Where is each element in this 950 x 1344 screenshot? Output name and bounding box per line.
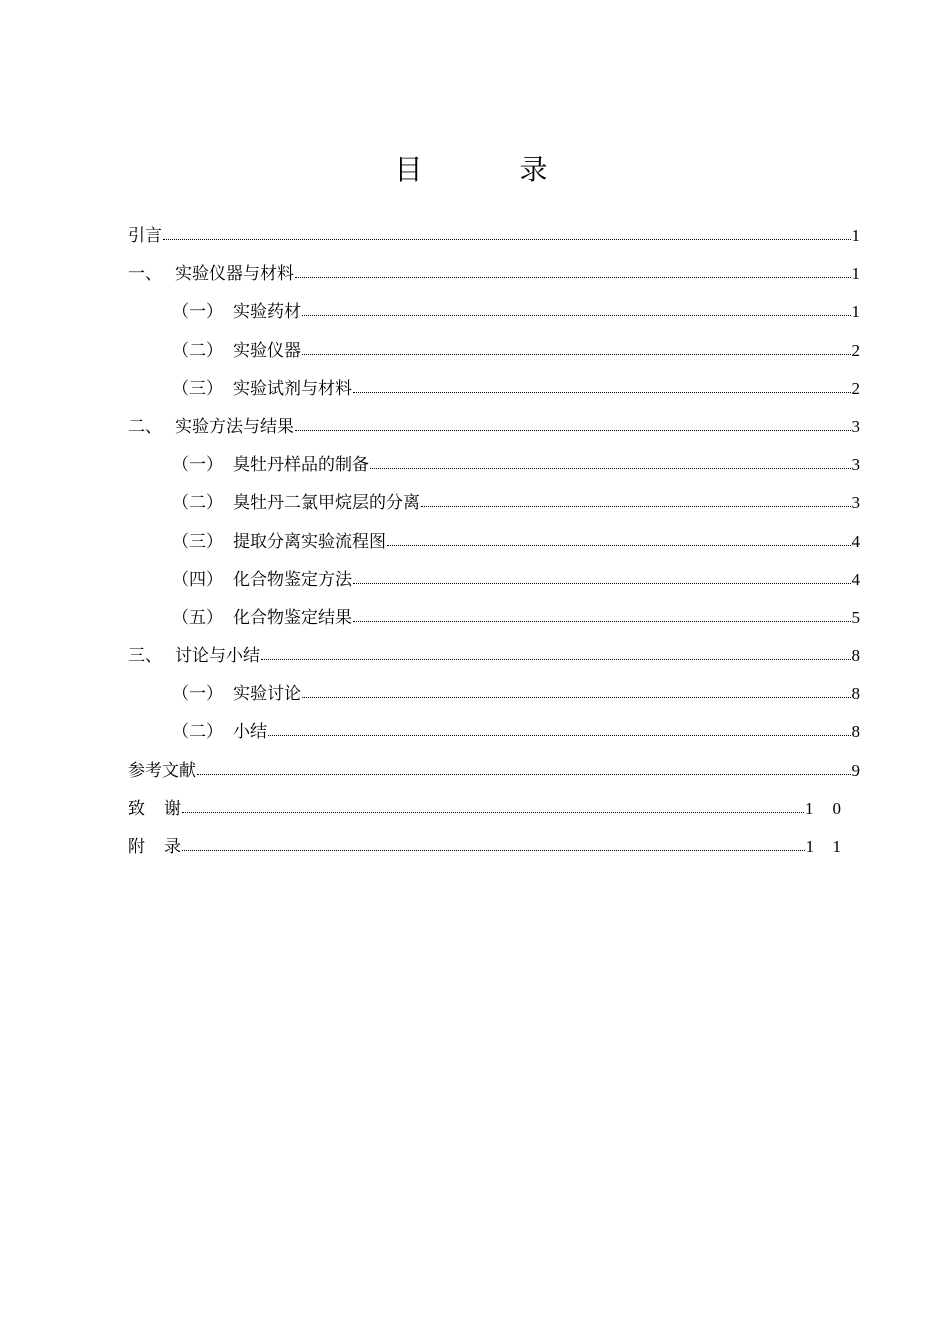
- toc-entry[interactable]: [128, 604, 860, 642]
- toc-entry[interactable]: [128, 642, 860, 680]
- toc-entry-page: 1: [851, 302, 860, 322]
- toc-entry[interactable]: [128, 375, 860, 413]
- toc-entry-number: （四）: [172, 569, 223, 590]
- toc-entry-page: 4: [851, 569, 860, 589]
- toc-entry-number: （一）: [172, 684, 223, 705]
- toc-entry[interactable]: [128, 795, 860, 833]
- toc-entry-number: （二）: [172, 340, 223, 361]
- toc-entry[interactable]: [128, 298, 860, 336]
- toc-entry-label: 参考文献: [128, 760, 196, 781]
- toc-entry-number: （一）: [172, 455, 223, 476]
- toc-entry[interactable]: [128, 413, 860, 451]
- toc-entry[interactable]: [128, 451, 860, 489]
- toc-entry-label: 讨论与小结: [175, 646, 260, 667]
- toc-entry-page: 9: [851, 760, 860, 780]
- dot-leader: [295, 426, 851, 431]
- toc-entry-label: 引言: [128, 226, 162, 246]
- dot-leader: [370, 464, 851, 469]
- toc-entry-label: 小结: [233, 722, 267, 743]
- toc-entry-number: 一、: [128, 264, 162, 285]
- dot-leader: [302, 311, 851, 316]
- toc-entry-label: 附录: [128, 837, 200, 857]
- toc-entry-label: 实验方法与结果: [175, 416, 294, 437]
- dot-leader: [261, 655, 851, 660]
- toc-entry-number: 三、: [128, 646, 162, 667]
- toc-entry[interactable]: [128, 260, 860, 298]
- toc-entry-label: 化合物鉴定方法: [233, 569, 352, 590]
- toc-entry[interactable]: [128, 718, 860, 756]
- toc-entry-page: 4: [851, 531, 860, 551]
- toc-entry[interactable]: [128, 222, 860, 260]
- toc-entry-number: 二、: [128, 416, 162, 437]
- toc-entry-number: （二）: [172, 493, 223, 514]
- toc-entry-page: 3: [851, 455, 860, 475]
- dot-leader: [268, 731, 851, 736]
- toc-entry-number: （一）: [172, 302, 223, 323]
- toc-entry-page: 8: [851, 684, 860, 704]
- toc-entry-page: 5: [851, 607, 860, 627]
- toc-entry-label: 实验讨论: [233, 684, 301, 705]
- dot-leader: [182, 846, 805, 851]
- dot-leader: [421, 502, 851, 507]
- dot-leader: [182, 808, 804, 813]
- toc-entry-page: 8: [851, 722, 860, 742]
- toc-entry-label: 实验仪器与材料: [175, 264, 294, 285]
- toc-entry-number: （三）: [172, 378, 223, 399]
- dot-leader: [302, 693, 851, 698]
- toc-entry-page: 11: [805, 837, 860, 856]
- dot-leader: [295, 273, 851, 278]
- toc-entry[interactable]: [128, 680, 860, 718]
- toc-entry[interactable]: [128, 757, 860, 795]
- toc-entry-label: 提取分离实验流程图: [233, 531, 386, 552]
- toc-entry-number: （二）: [172, 722, 223, 743]
- toc-entry-number: （三）: [172, 531, 223, 552]
- toc-entry[interactable]: [128, 566, 860, 604]
- dot-leader: [353, 579, 851, 584]
- dot-leader: [353, 617, 851, 622]
- toc-entry-label: 臭牡丹样品的制备: [233, 455, 369, 476]
- toc-entry-page: 1: [851, 264, 860, 284]
- toc-entry-page: 1: [851, 226, 860, 245]
- toc-entry-page: 2: [851, 378, 860, 398]
- dot-leader: [163, 235, 851, 240]
- toc-entry-label: 实验仪器: [233, 340, 301, 361]
- toc-entry-page: 10: [805, 798, 860, 818]
- toc-entry-page: 3: [851, 493, 860, 513]
- toc-entry-page: 2: [851, 340, 860, 360]
- toc-entry-label: 化合物鉴定结果: [233, 607, 352, 628]
- toc-entry[interactable]: [128, 489, 860, 527]
- toc-entry-label: 致谢: [128, 798, 200, 819]
- dot-leader: [302, 350, 851, 355]
- toc-entry-number: （五）: [172, 607, 223, 628]
- toc-entry-label: 实验药材: [233, 302, 301, 323]
- dot-leader: [353, 388, 851, 393]
- toc-entry-label: 实验试剂与材料: [233, 378, 352, 399]
- dot-leader: [387, 541, 851, 546]
- toc-list: [128, 222, 860, 871]
- toc-title: 目 录: [394, 153, 592, 186]
- toc-entry[interactable]: [128, 833, 860, 871]
- toc-entry-page: 8: [851, 646, 860, 666]
- dot-leader: [197, 770, 851, 775]
- toc-entry-label: 臭牡丹二氯甲烷层的分离: [233, 493, 420, 514]
- toc-entry[interactable]: [128, 528, 860, 566]
- toc-entry-page: 3: [851, 416, 860, 436]
- toc-entry[interactable]: [128, 337, 860, 375]
